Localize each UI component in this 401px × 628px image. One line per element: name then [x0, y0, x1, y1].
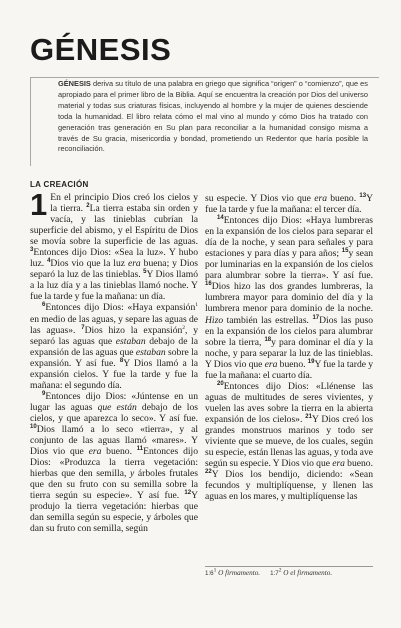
verse-number: 15 [341, 248, 349, 255]
verse-text: Dios vio que la luz [50, 258, 128, 270]
verse-number: 11 [136, 445, 144, 452]
verse-text: En el principio Dios creó los cielos y la tierra. [50, 192, 198, 215]
scripture-paragraph [30, 391, 198, 535]
verse-text: y para dominar el día y la noche, y para separar la luz de las tinieblas. Y Dios vio que [205, 336, 373, 370]
italic-supplied-word: era [314, 193, 327, 204]
verse-text: Y Dios los bendijo, diciendo: «Sean fecundos y multiplíquense, y llenen las aguas en los mares, y multiplíquense las [205, 469, 373, 503]
footnote-marker: 1 [195, 302, 198, 309]
footnote-divider [205, 566, 373, 567]
italic-supplied-word: estaban [135, 346, 166, 358]
verse-number: 16 [205, 281, 212, 288]
italic-supplied-word: era [264, 358, 278, 370]
footnote-text: O firmamento. [216, 569, 261, 577]
scripture-paragraph [205, 381, 373, 503]
verse-number: 18 [264, 336, 272, 343]
italic-supplied-word: y [130, 468, 135, 480]
verse-text: Y produjo la tierra vegetación: hierbas que dan semilla según su especie, y árboles que dan su fruto con semilla, según [30, 490, 198, 535]
book-title: GÉNESIS [30, 32, 172, 67]
verse-number: 13 [359, 192, 367, 199]
italic-supplied-word: era [127, 258, 141, 270]
footnote-marker: 1 [213, 567, 217, 574]
verse-text: bueno. [327, 193, 360, 204]
verse-text: sobre la expansión. Y así fue. [30, 346, 198, 369]
verse-number: 20 [217, 380, 224, 387]
verse-text: Y Dios creó los grandes monstruos marinos y todo ser viviente que se mueve, de los cuales, según su especie, están llenas las aguas, y toda ave según su especie. Y Dios vio que [205, 413, 373, 470]
verse-number: 10 [30, 423, 37, 430]
verse-text: y sean por luminarias en la expansión de los cielos para alumbrar sobre la tierra». Y así fue. [205, 248, 373, 282]
italic-supplied-word: estaban [115, 335, 146, 347]
italic-supplied-word: Hizo [205, 314, 224, 326]
verse-text: debajo de los cielos, y que aparezca lo seco». Y así fue. [30, 401, 198, 424]
verse-text: en medio de las aguas, y separe las aguas de las aguas». [30, 313, 198, 336]
verse-text: Entonces dijo Dios: «Sea la luz». Y hubo luz. [30, 247, 198, 270]
scripture-paragraph [205, 215, 373, 381]
section-heading: LA CREACIÓN [30, 180, 89, 189]
footnote-entry [205, 569, 260, 577]
verse-text: su especie. Y Dios vio que [205, 193, 315, 204]
scripture-paragraph [30, 187, 199, 303]
verse-number: 12 [184, 490, 192, 497]
footnote-reference: 1:7 [270, 570, 279, 577]
verse-number: 17 [312, 314, 320, 321]
verse-text: Dios las puso en la expansión de los cielos para alumbrar sobre la tierra, [205, 314, 373, 348]
verse-text: debajo de la expansión de las aguas que [30, 335, 198, 358]
verse-number: 7 [81, 324, 85, 331]
scripture-paragraph [30, 302, 198, 390]
verse-text: Y fue la tarde y fue la mañana: el tercer día. [205, 193, 373, 216]
verse-text: Entonces dijo Dios: «Llénense las aguas de multitudes de seres vivientes, y vuelen las aves sobre la tierra en la abierta expansión de los cielos». [205, 380, 373, 425]
scripture-paragraph [205, 193, 373, 215]
scripture-column-right [205, 193, 373, 502]
verse-text: también las estrellas. [223, 314, 313, 326]
chapter-number: 1 [30, 187, 48, 222]
verse-number: 2 [86, 202, 90, 209]
verse-text: Y Dios llamó a la expansión cielos. Y fue la tarde y fue la mañana: el segundo día. [30, 357, 198, 391]
verse-text: Entonces dijo Dios: «Júntense en un lugar las aguas [30, 390, 198, 413]
intro-body: deriva su título de una palabra en griego que significa “origen” o “comienzo”, que es apropiado para el primer libro de la Biblia. Aquí se encuentra la creación por Dios del universo material y todas sus criaturas físicas, incluyendo al hombre y la mujer de quienes desciende toda la humanidad. El libro relata cómo el mal vino al mundo y cómo Dios ha tratado con generación tras generación en Su plan para reconciliar a la humanidad consigo misma a través de Su gracia, misericordia y bondad, prometiendo un Redentor que haría posible la reconciliación. [58, 79, 368, 154]
footnote-text: O el firmamento. [281, 569, 333, 577]
intro-keyword: GÉNESIS [58, 79, 91, 88]
footnotes [205, 569, 375, 578]
verse-number: 3 [30, 247, 34, 254]
verse-text: Y Dios llamó a la luz día y a las tinieblas llamó noche. Y fue la tarde y fue la mañana: un día. [30, 269, 198, 303]
verse-number: 19 [307, 358, 315, 365]
verse-text: bueno. [344, 458, 373, 470]
italic-supplied-word: que están [97, 401, 137, 413]
italic-supplied-word: era [332, 458, 345, 470]
verse-text: Dios hizo la expansión [84, 324, 183, 336]
footnote-entry [270, 569, 332, 577]
verse-text: bueno. [101, 446, 137, 458]
verse-text: bueno. [277, 358, 308, 370]
verse-text: Entonces dijo Dios: «Produzca la tierra vegetación: hierbas que den semilla, [30, 446, 198, 480]
verse-number: 9 [42, 390, 46, 397]
scripture-column-left [30, 187, 199, 535]
verse-number: 21 [305, 413, 312, 420]
verse-text: buena; y Dios separó la luz de las tinieblas. [30, 258, 199, 281]
verse-number: 5 [143, 269, 147, 276]
verse-text: Dios hizo las dos grandes lumbreras, la lumbrera mayor para dominio del día y la lumbrera menor para dominio de la noche. [205, 281, 373, 315]
verse-number: 6 [42, 302, 46, 309]
footnote-marker: 2 [278, 567, 282, 574]
verse-number: 8 [119, 357, 124, 364]
verse-text: Dios llamó a lo seco «tierra», y al conjunto de las aguas llamó «mares». Y Dios vio que [30, 423, 198, 458]
book-introduction [58, 79, 368, 155]
verse-text: Y fue la tarde y fue la mañana: el cuarto día. [205, 358, 374, 381]
italic-supplied-word: era [88, 446, 102, 458]
verse-text: Entonces dijo Dios: «Haya lumbreras en la expansión de los cielos para separar el día de la noche, y sean para señales y para estaciones y para días y para años; [205, 215, 373, 260]
footnote-marker: 2 [182, 324, 186, 331]
verse-text: La tierra estaba sin orden y vacía, y las tinieblas cubrían la superficie del abismo, y el Espíritu de Dios se movía sobre la superficie de las aguas. [30, 203, 198, 248]
verse-number: 14 [217, 214, 224, 221]
verse-text: , y separó las aguas que [30, 324, 198, 347]
verse-number: 4 [47, 258, 51, 265]
verse-number: 22 [205, 468, 212, 475]
verse-text: árboles frutales que den su fruto con su semilla sobre la tierra según su especie». Y así fue. [30, 468, 198, 502]
verse-text: Entonces dijo Dios: «Haya expansión [45, 302, 196, 314]
footnote-reference: 1:6 [205, 570, 214, 577]
